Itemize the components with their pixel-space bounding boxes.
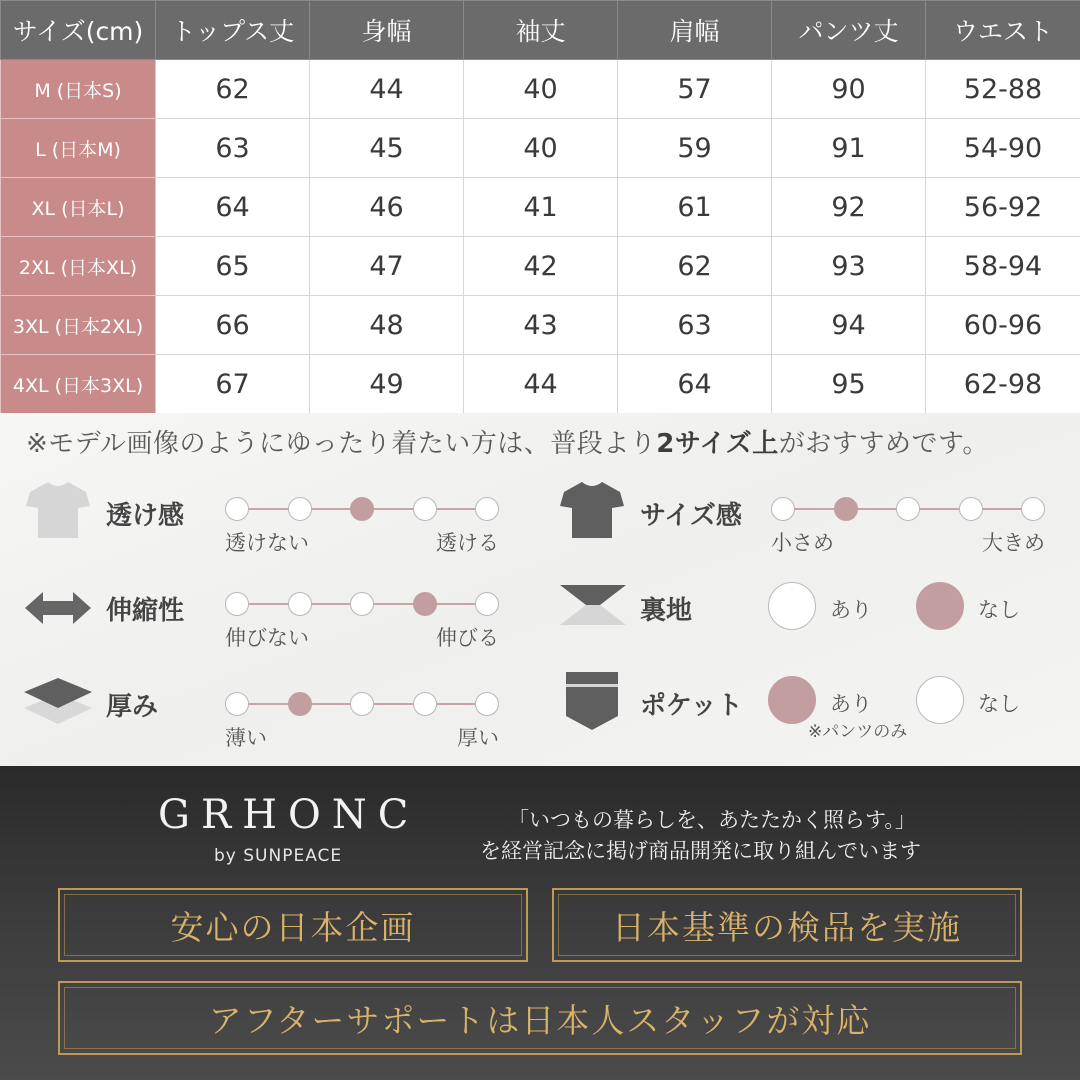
thickness-label: 厚み [106,692,159,722]
fit-scale [771,497,1045,557]
scale-min-label: 透けない [225,531,309,555]
scale-max-label: 大きめ [982,531,1045,555]
scale-dot [475,497,499,521]
fit-label: サイズ感 [640,501,742,531]
table-cell: 64 [618,355,772,414]
scale-dot [225,592,249,616]
lining-option-yes-label: あり [830,598,872,622]
table-cell: 54-90 [926,119,1080,178]
scale-dot [350,592,374,616]
header-top-length: トップス丈 [156,1,310,60]
header-waist: ウエスト [926,1,1080,60]
badge-japan-planning: 安心の日本企画 [58,888,528,962]
size-label: XL (日本L) [1,178,156,237]
table-cell: 63 [618,296,772,355]
scale-dot [288,592,312,616]
sheerness-label: 透け感 [106,501,185,531]
lining-option-no [916,582,964,630]
pocket-note: ※パンツのみ [808,722,908,742]
scale-dot-selected [288,692,312,716]
stretch-label: 伸縮性 [106,596,185,626]
table-cell: 45 [310,119,464,178]
lining-icon [560,585,626,625]
header-pants-length: パンツ丈 [772,1,926,60]
scale-dot [1021,497,1045,521]
size-label: 3XL (日本2XL) [1,296,156,355]
table-cell: 42 [464,237,618,296]
table-cell: 90 [772,60,926,119]
note-suffix: がおすすめです。 [778,429,989,459]
tshirt-dark-icon [560,480,624,540]
brand-subtitle: by SUNPEACE [214,846,343,866]
table-cell: 64 [156,178,310,237]
table-cell: 61 [618,178,772,237]
table-row [1,178,1080,237]
table-cell: 62 [156,60,310,119]
table-cell: 59 [618,119,772,178]
scale-dot [771,497,795,521]
table-cell: 47 [310,237,464,296]
scale-dot [225,497,249,521]
lining-option-no-label: なし [978,598,1020,622]
scale-max-label: 透ける [436,531,499,555]
table-cell: 95 [772,355,926,414]
pocket-label: ポケット [640,691,743,721]
size-table [0,0,1080,414]
note-prefix: ※モデル画像のようにゆったり着たい方は、普段より [26,429,657,459]
double-arrow-icon [25,590,91,626]
scale-dot [959,497,983,521]
scale-max-label: 厚い [457,726,499,750]
scale-min-label: 薄い [225,726,267,750]
table-row [1,355,1080,414]
sheerness-scale [225,497,499,557]
scale-dot [475,692,499,716]
thickness-scale [225,692,499,752]
pocket-option-no [916,676,964,724]
scale-min-label: 伸びない [225,626,309,650]
table-cell: 60-96 [926,296,1080,355]
pocket-icon [566,672,618,730]
table-cell: 63 [156,119,310,178]
scale-dot [225,692,249,716]
tshirt-light-icon [26,480,90,540]
scale-dot [413,692,437,716]
scale-dot-selected [350,497,374,521]
scale-dot [896,497,920,521]
scale-dot [413,497,437,521]
table-cell: 46 [310,178,464,237]
scale-dot-selected [834,497,858,521]
brand-logo-text: GRHONC [158,792,420,838]
table-cell: 65 [156,237,310,296]
table-row [1,237,1080,296]
scale-max-label: 伸びる [436,626,499,650]
table-cell: 57 [618,60,772,119]
table-cell: 56-92 [926,178,1080,237]
scale-dot [350,692,374,716]
scale-dot [288,497,312,521]
brand-slogan-line2: を経営記念に掲げ商品開発に取り組んでいます [480,839,921,863]
table-cell: 40 [464,60,618,119]
size-label: M (日本S) [1,60,156,119]
table-cell: 67 [156,355,310,414]
table-cell: 62-98 [926,355,1080,414]
table-cell: 41 [464,178,618,237]
size-label: L (日本M) [1,119,156,178]
size-advice-note [26,423,989,460]
stretch-scale [225,592,499,652]
table-cell: 44 [464,355,618,414]
table-cell: 52-88 [926,60,1080,119]
table-cell: 94 [772,296,926,355]
lining-option-yes [768,582,816,630]
table-row [1,119,1080,178]
table-cell: 92 [772,178,926,237]
size-label: 2XL (日本XL) [1,237,156,296]
lining-label: 裏地 [640,596,693,626]
table-cell: 91 [772,119,926,178]
table-cell: 48 [310,296,464,355]
table-cell: 40 [464,119,618,178]
size-table-header-row [1,1,1080,60]
header-sleeve-length: 袖丈 [464,1,618,60]
table-row [1,60,1080,119]
table-row [1,296,1080,355]
scale-dot-selected [413,592,437,616]
brand-footer [0,766,1080,1080]
pocket-option-no-label: なし [978,692,1020,716]
header-size: サイズ(cm) [1,1,156,60]
scale-min-label: 小さめ [771,531,834,555]
scale-dot [475,592,499,616]
table-cell: 62 [618,237,772,296]
badge-japanese-support: アフターサポートは日本人スタッフが対応 [58,981,1022,1055]
table-cell: 93 [772,237,926,296]
table-cell: 49 [310,355,464,414]
table-cell: 66 [156,296,310,355]
layers-icon [24,676,92,726]
table-cell: 43 [464,296,618,355]
badge-japan-inspection: 日本基準の検品を実施 [552,888,1022,962]
table-cell: 44 [310,60,464,119]
header-shoulder-width: 肩幅 [618,1,772,60]
size-label: 4XL (日本3XL) [1,355,156,414]
brand-slogan-line1: 「いつもの暮らしを、あたたかく照らす。」 [508,808,916,832]
note-emphasis: 2サイズ上 [656,429,779,459]
pocket-option-yes-label: あり [830,692,872,716]
table-cell: 58-94 [926,237,1080,296]
header-body-width: 身幅 [310,1,464,60]
